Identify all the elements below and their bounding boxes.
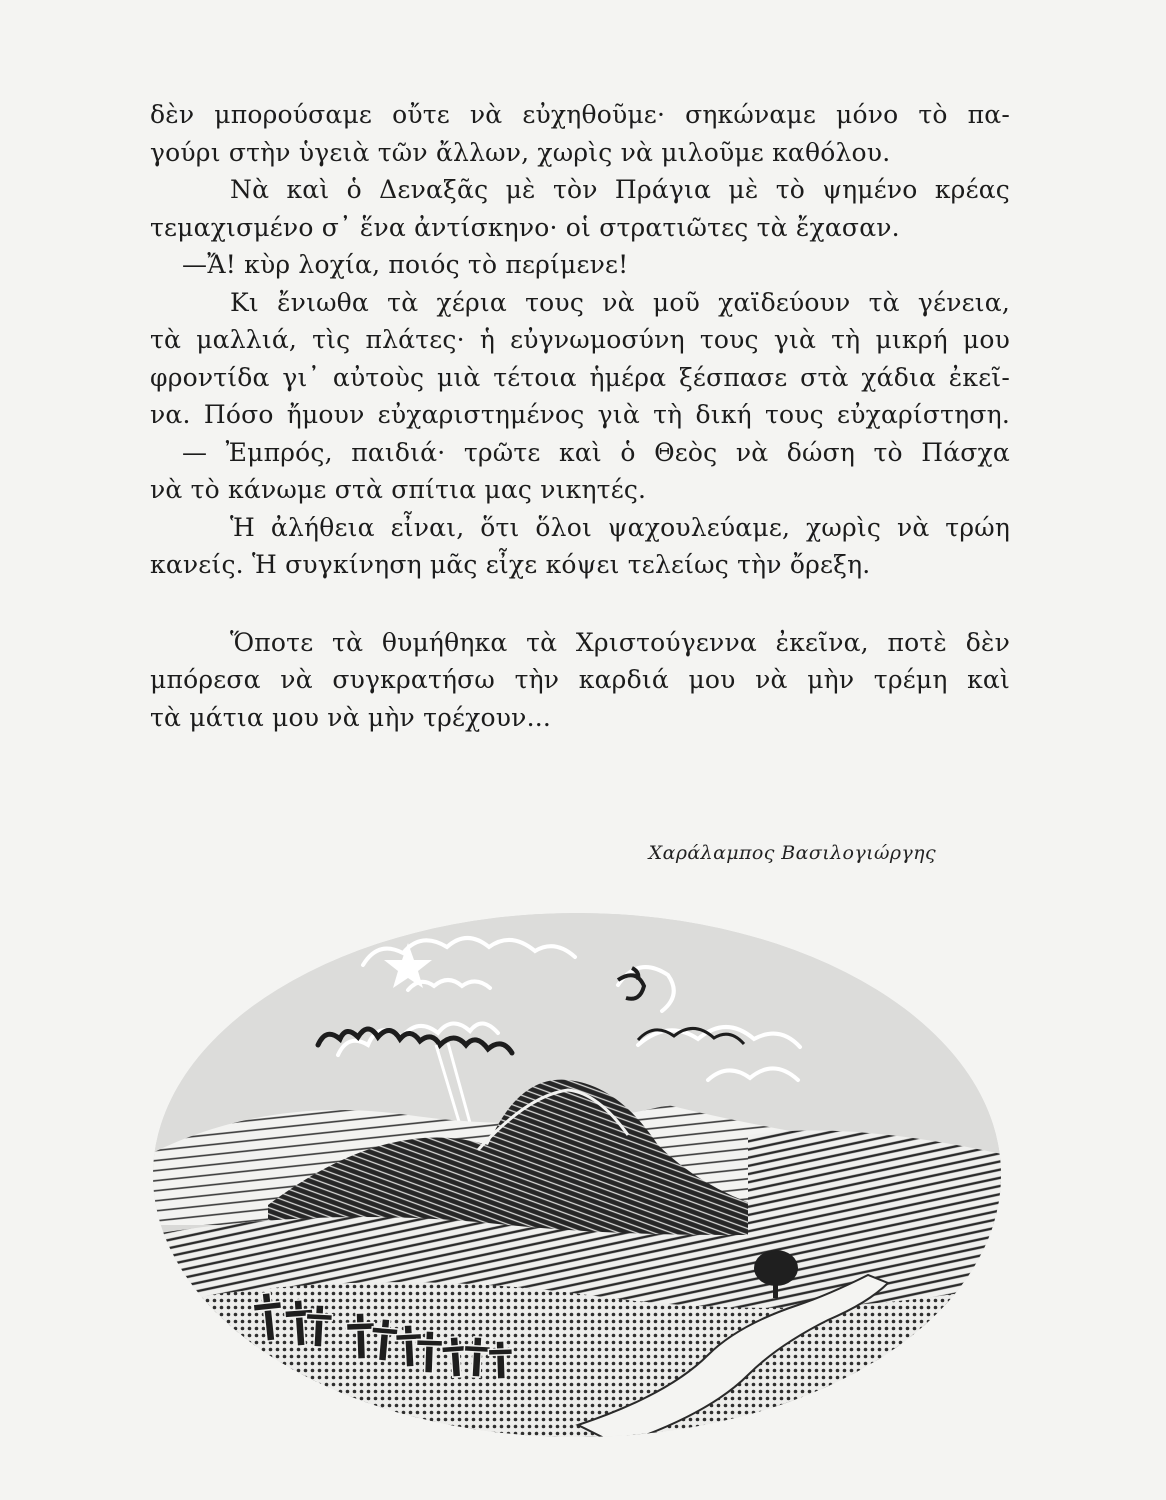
text-line: — Ἐμπρός, παιδιά· τρῶτε καὶ ὁ Θεὸς νὰ δώση τὸ Πάσχα xyxy=(182,437,1010,467)
story-text xyxy=(150,96,1010,736)
text-line: δὲν μπορούσαμε οὔτε νὰ εὐχηθοῦμε· σηκώναμε μόνο τὸ πα- xyxy=(150,100,1010,129)
text-line: τὰ μαλλιά, τὶς πλάτες· ἡ εὐγνωμοσύνη τους γιὰ τὴ μικρή μου xyxy=(150,325,1010,354)
text-line: νὰ τὸ κάνωμε στὰ σπίτια μας νικητές. xyxy=(150,475,647,504)
text-line: Ὅποτε τὰ θυμήθηκα τὰ Χριστούγεννα ἐκεῖνα, ποτὲ δὲν xyxy=(230,627,1010,657)
text-line: να. Πόσο ἤμουν εὐχαριστημένος γιὰ τὴ δική τους εὐχαρίστηση. xyxy=(150,400,1010,429)
text-line: γούρι στὴν ὑγειὰ τῶν ἄλλων, χωρὶς νὰ μιλοῦμε καθόλου. xyxy=(150,137,891,167)
paragraph-gap xyxy=(150,584,1010,624)
text-line: μπόρεσα νὰ συγκρατήσω τὴν καρδιά μου νὰ μὴν τρέμη καὶ xyxy=(150,665,1010,694)
woodcut-landscape-with-graves-icon xyxy=(148,905,1006,1445)
text-line: Νὰ καὶ ὁ Δεναξᾶς μὲ τὸν Πράγια μὲ τὸ ψημένο κρέας xyxy=(230,175,1010,204)
text-line: Ἡ ἀλήθεια εἶναι, ὅτι ὅλοι ψαχουλεύαμε, χωρὶς νὰ τρώη xyxy=(230,512,1010,542)
text-line: τὰ μάτια μου νὰ μὴν τρέχουν... xyxy=(150,702,552,732)
text-line: —Ἄ! κὺρ λοχία, ποιός τὸ περίμενε! xyxy=(182,250,629,279)
text-line: Κι ἔνιωθα τὰ χέρια τους νὰ μοῦ χαϊδεύουν τὰ γένεια, xyxy=(230,287,1010,317)
author-signature: Χαράλαμπος Βασιλογιώργης xyxy=(648,842,936,864)
text-line: κανείς. Ἡ συγκίνηση μᾶς εἶχε κόψει τελείως τὴν ὄρεξη. xyxy=(150,550,871,579)
text-line: τεμαχισμένο σ᾽ ἕνα ἀντίσκηνο· οἱ στρατιῶτες τὰ ἔχασαν. xyxy=(150,212,900,242)
text-line: φροντίδα γι᾽ αὐτοὺς μιὰ τέτοια ἡμέρα ξέσπασε στὰ χάδια ἐκεῖ- xyxy=(150,362,1010,392)
